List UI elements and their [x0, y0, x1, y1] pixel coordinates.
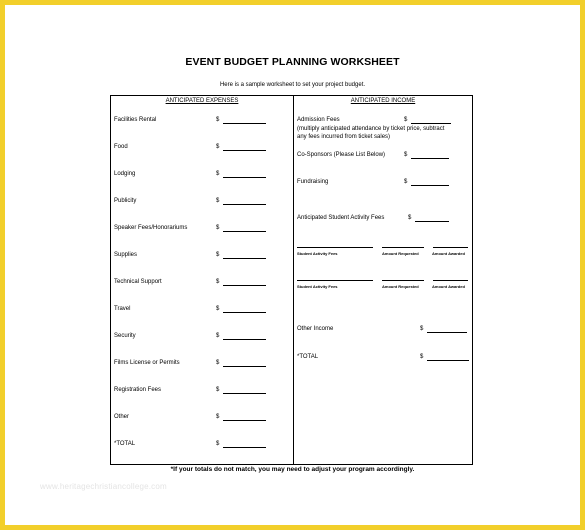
expense-dollar: $ [216, 198, 220, 204]
expense-amount-field[interactable] [223, 258, 266, 259]
expense-label: Travel [114, 306, 131, 312]
amount-awarded-caption-2: Amount Awarded [432, 284, 465, 289]
other-income-field[interactable] [427, 332, 467, 333]
expense-dollar: $ [216, 225, 220, 231]
amount-awarded-field-1[interactable] [433, 247, 468, 248]
activity-fee-field-1[interactable] [297, 247, 373, 248]
admission-fees-field[interactable] [411, 123, 451, 124]
expense-label: Films License or Permits [114, 360, 180, 366]
page-title: EVENT BUDGET PLANNING WORKSHEET [185, 56, 400, 68]
cosponsors-label: Co-Sponsors (Please List Below) [297, 152, 386, 158]
student-activity-label: Anticipated Student Activity Fees [297, 215, 385, 221]
expense-amount-field[interactable] [223, 312, 266, 313]
expense-amount-field[interactable] [223, 123, 266, 124]
expense-dollar: $ [216, 360, 220, 366]
expense-dollar: $ [216, 306, 220, 312]
expense-dollar: $ [216, 414, 220, 420]
expense-dollar: $ [216, 144, 220, 150]
admission-dollar: $ [404, 117, 408, 123]
expense-label: Food [114, 144, 128, 150]
income-total-label: *TOTAL [297, 354, 319, 360]
expense-amount-field[interactable] [223, 177, 266, 178]
amount-awarded-field-2[interactable] [433, 280, 468, 281]
amount-awarded-caption-1: Amount Awarded [432, 251, 465, 256]
expenses-header: ANTICIPATED EXPENSES [165, 98, 239, 104]
expense-dollar: $ [216, 252, 220, 258]
expense-amount-field[interactable] [223, 339, 266, 340]
amount-requested-field-2[interactable] [382, 280, 424, 281]
expense-amount-field[interactable] [223, 285, 266, 286]
fundraising-label: Fundraising [297, 179, 329, 185]
amount-requested-caption-1: Amount Requested [382, 251, 419, 256]
expense-amount-field[interactable] [223, 447, 266, 448]
admission-note-line-1: (multiply anticipated attendance by ticket price, subtract [297, 126, 445, 132]
expense-label: Speaker Fees/Honorariums [114, 225, 188, 231]
income-header: ANTICIPATED INCOME [350, 98, 416, 104]
activity-fee-caption-1: Student Activity Fees [297, 251, 338, 256]
expense-label: Facilities Rental [114, 117, 157, 123]
expense-amount-field[interactable] [223, 420, 266, 421]
expense-label: Other [114, 414, 130, 420]
expense-label: Technical Support [114, 279, 162, 285]
expense-dollar: $ [216, 387, 220, 393]
cosponsors-field[interactable] [411, 158, 449, 159]
activity-fee-field-2[interactable] [297, 280, 373, 281]
student-activity-dollar: $ [408, 215, 412, 221]
expense-dollar: $ [216, 171, 220, 177]
income-total-dollar: $ [420, 354, 424, 360]
admission-fees-label: Admission Fees [297, 117, 340, 123]
expense-dollar: $ [216, 117, 220, 123]
expense-amount-field[interactable] [223, 366, 266, 367]
expense-amount-field[interactable] [223, 231, 266, 232]
expense-dollar: $ [216, 441, 220, 447]
budget-table [110, 95, 473, 465]
income-total-field[interactable] [427, 360, 469, 361]
expense-label: *TOTAL [114, 441, 136, 447]
expense-dollar: $ [216, 333, 220, 339]
expense-label: Security [114, 333, 136, 339]
other-income-label: Other Income [297, 326, 334, 332]
expense-label: Lodging [114, 171, 136, 177]
cosponsors-dollar: $ [404, 152, 408, 158]
expense-amount-field[interactable] [223, 393, 266, 394]
fundraising-dollar: $ [404, 179, 408, 185]
fundraising-field[interactable] [411, 185, 449, 186]
expense-label: Supplies [114, 252, 138, 258]
expense-label: Publicity [114, 198, 137, 204]
admission-note-line-2: any fees incurred from ticket sales) [297, 134, 391, 140]
activity-fee-caption-2: Student Activity Fees [297, 284, 338, 289]
amount-requested-field-1[interactable] [382, 247, 424, 248]
expense-amount-field[interactable] [223, 204, 266, 205]
expense-dollar: $ [216, 279, 220, 285]
expense-amount-field[interactable] [223, 150, 266, 151]
amount-requested-caption-2: Amount Requested [382, 284, 419, 289]
page-subtitle: Here is a sample worksheet to set your project budget. [219, 82, 366, 88]
column-divider [293, 96, 294, 464]
other-income-dollar: $ [420, 326, 424, 332]
student-activity-field[interactable] [415, 221, 449, 222]
footnote: *If your totals do not match, you may need to adjust your program accordingly. [170, 466, 415, 473]
watermark-text: www.heritagechristiancollege.com [40, 482, 167, 491]
expense-label: Registration Fees [114, 387, 162, 393]
